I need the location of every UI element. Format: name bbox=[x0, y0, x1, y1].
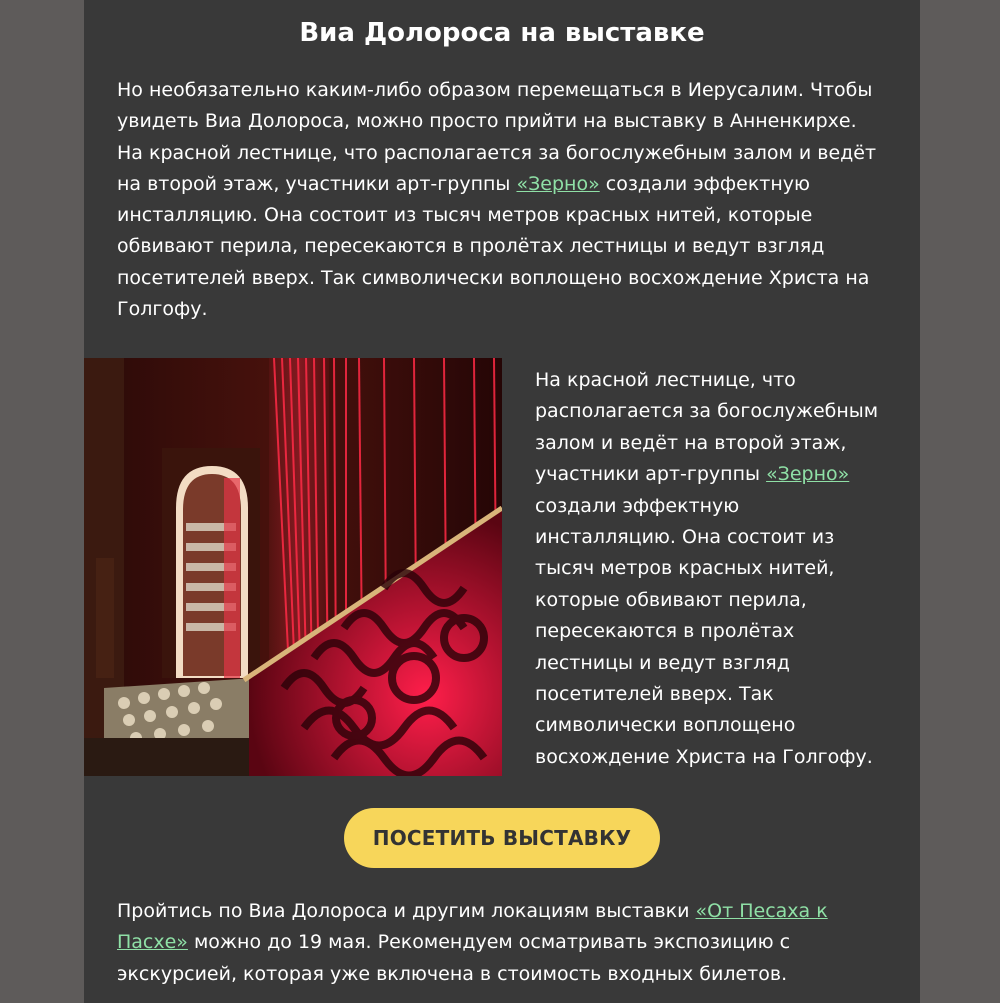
intro-paragraph bbox=[117, 75, 887, 325]
footer-text-after-link: можно до 19 мая. Рекомендуем осматривать экспозицию с экскурсией, которая уже включена в стоимость входных билетов. bbox=[117, 931, 791, 985]
zerno-link[interactable]: «Зерно» bbox=[516, 172, 600, 195]
feature-paragraph bbox=[535, 365, 885, 773]
footer-paragraph bbox=[117, 896, 887, 990]
pesach-to-easter-link[interactable]: «От Песаха к Пасхе» bbox=[117, 900, 828, 954]
feature-text-after-link: создали эффектную инсталляцию. Она состоит из тысяч метров красных нитей, которые обвивают перила, пересекаются в пролётах лестницы и ведут взгляд посетителей вверх. Так символически воплощено восхождение Христа на Голгофу. bbox=[535, 494, 873, 768]
intro-text-after-link: создали эффектную инсталляцию. Она состоит из тысяч метров красных нитей, которые обвивают перила, пересекаются в пролётах лестницы и ведут взгляд посетителей вверх. Так символически воплощено восхождение Христа на Голгофу. bbox=[117, 172, 870, 321]
zerno-link-secondary[interactable]: «Зерно» bbox=[766, 463, 850, 486]
feature-text-before-link: На красной лестнице, что располагается за богослужебным залом и ведёт на второй этаж, участники арт-группы bbox=[535, 369, 879, 486]
staircase-installation-photo bbox=[84, 358, 502, 776]
section-title: Виа Долороса на выставке bbox=[299, 18, 705, 48]
content-panel bbox=[84, 0, 920, 1003]
visit-exhibition-button[interactable]: ПОСЕТИТЬ ВЫСТАВКУ bbox=[344, 808, 660, 868]
intro-text-before-link: Но необязательно каким-либо образом перемещаться в Иерусалим. Чтобы увидеть Виа Долороса, можно просто прийти на выставку в Анненкирхе. На красной лестнице, что располагается за богослужебным залом и ведёт на второй этаж, участники арт-группы bbox=[117, 79, 877, 195]
footer-text-before-link: Пройтись по Виа Долороса и другим локациям выставки bbox=[117, 900, 696, 922]
